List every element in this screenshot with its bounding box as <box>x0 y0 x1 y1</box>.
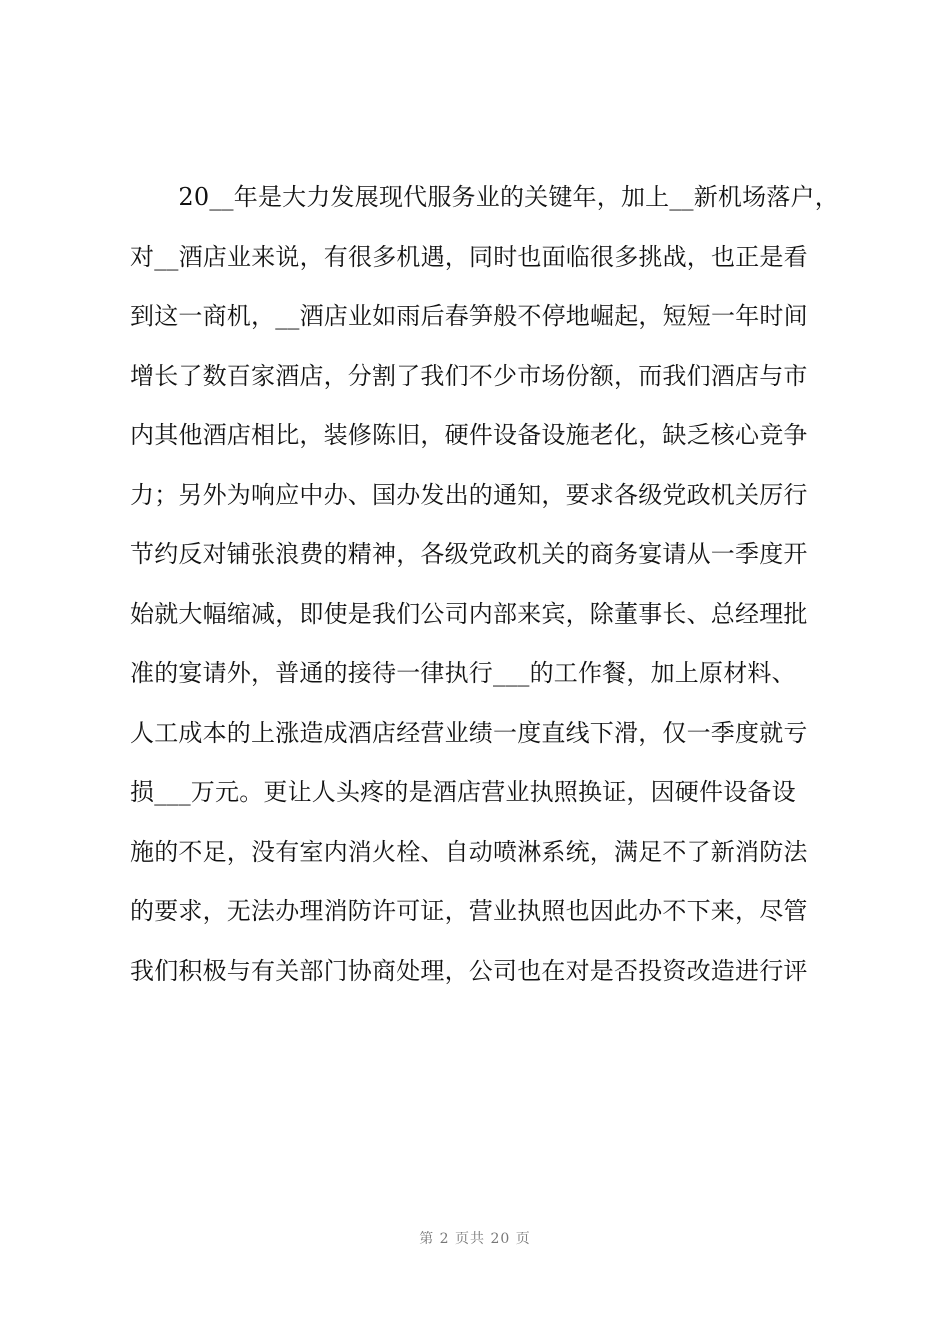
body-paragraph <box>130 172 860 1005</box>
text-line: 增长了数百家酒店，分割了我们不少市场份额，而我们酒店与市 <box>130 361 808 390</box>
text-line: 节约反对铺张浪费的精神，各级党政机关的商务宴请从一季度开 <box>130 540 808 568</box>
text-line: 对__酒店业来说，有很多机遇，同时也面临很多挑战，也正是看 <box>130 242 808 271</box>
text-line: 施的不足，没有室内消火栓、自动喷淋系统，满足不了新消防法 <box>130 837 808 866</box>
text-line: 的要求，无法办理消防许可证，营业执照也因此办不下来，尽管 <box>130 897 808 925</box>
text-line: 始就大幅缩减，即使是我们公司内部来宾，除董事长、总经理批 <box>130 599 808 628</box>
text-line: 人工成本的上涨造成酒店经营业绩一度直线下滑，仅一季度就亏 <box>130 718 808 747</box>
text-line: 20__年是大力发展现代服务业的关键年，加上__新机场落户， <box>130 183 839 211</box>
text-line: 力；另外为响应中办、国办发出的通知，要求各级党政机关厉行 <box>130 480 808 509</box>
text-line: 准的宴请外，普通的接待一律执行___的工作餐，加上原材料、 <box>130 659 796 687</box>
text-line: 我们积极与有关部门协商处理，公司也在对是否投资改造进行评 <box>130 956 808 985</box>
text-line: 内其他酒店相比，装修陈旧，硬件设备设施老化，缺乏核心竞争 <box>130 421 808 449</box>
text-line: 损___万元。更让人头疼的是酒店营业执照换证，因硬件设备设 <box>130 778 796 806</box>
page-number-footer: 第 2 页共 20 页 <box>419 1231 531 1247</box>
text-line: 到这一商机，__酒店业如雨后春笋般不停地崛起，短短一年时间 <box>130 302 808 330</box>
